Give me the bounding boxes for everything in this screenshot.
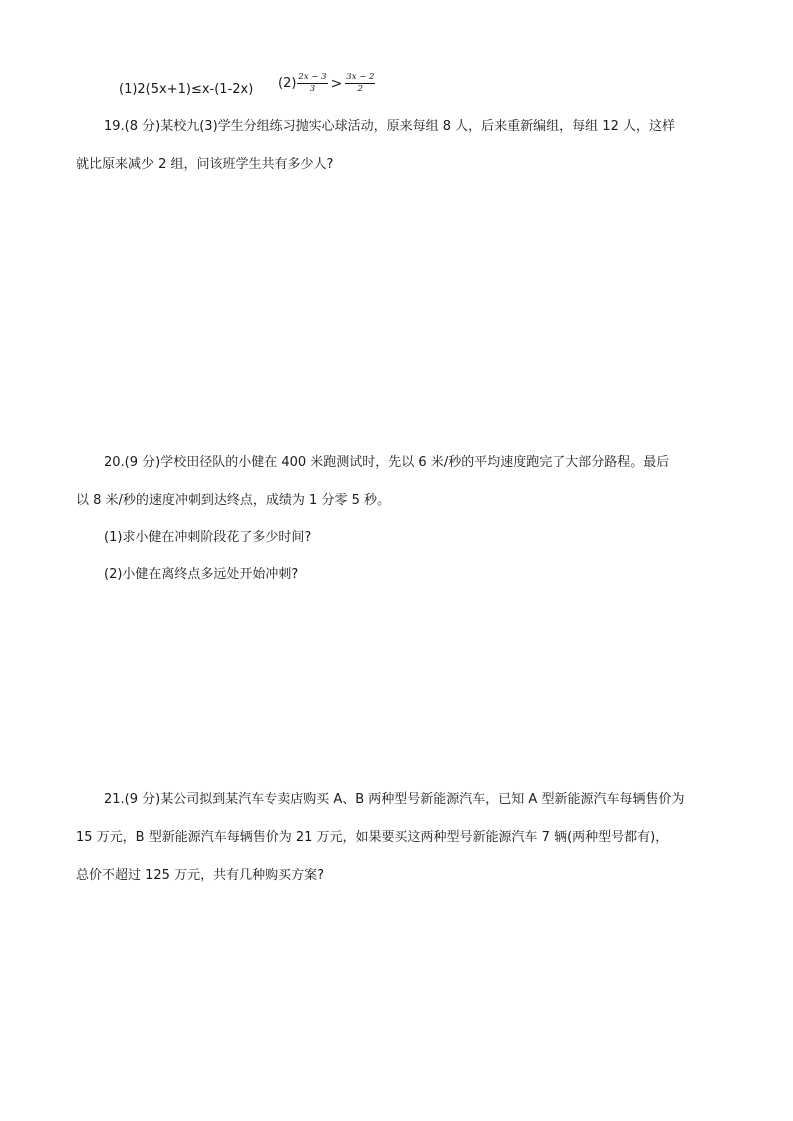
question-19-line-2: 就比原来减少 2 组，问该班学生共有多少人?	[76, 157, 334, 172]
question-21-line-1: 21.(9 分)某公司拟到某汽车专卖店购买 A、B 两种型号新能源汽车，已知 A 型新能源汽车每辆售价为	[104, 792, 685, 807]
question-20-sub-2: (2)小健在离终点多远处开始冲刺?	[104, 567, 299, 582]
inequality-2	[278, 72, 376, 95]
fraction-right	[345, 72, 375, 95]
question-19-line-1: 19.(8 分)某校九(3)学生分组练习抛实心球活动，原来每组 8 人，后来重新编组，每组 12 人，这样	[104, 119, 675, 134]
fraction-left	[297, 72, 327, 95]
inequality-2-label: (2)	[278, 75, 297, 91]
greater-than-sign: >	[330, 75, 343, 92]
question-20-sub-1: (1)求小健在冲刺阶段花了多少时间?	[104, 530, 312, 545]
question-21-line-3: 总价不超过 125 万元，共有几种购买方案?	[76, 868, 324, 883]
inequality-row	[0, 72, 793, 100]
question-20-line-2: 以 8 米/秒的速度冲刺到达终点，成绩为 1 分零 5 秒。	[76, 493, 390, 508]
fraction-left-numerator: 2x − 3	[298, 72, 327, 82]
question-20-line-1: 20.(9 分)学校田径队的小健在 400 米跑测试时，先以 6 米/秒的平均速度跑完了大部分路程。最后	[104, 455, 670, 470]
question-21-line-2: 15 万元，B 型新能源汽车每辆售价为 21 万元，如果要买这两种型号新能源汽车 7 辆(两种型号都有)，	[76, 830, 669, 845]
fraction-right-denominator: 2	[357, 84, 364, 94]
inequality-1: (1)2(5x+1)≤x-(1-2x)	[119, 82, 254, 97]
fraction-right-numerator: 3x − 2	[346, 72, 375, 82]
fraction-left-denominator: 3	[309, 84, 316, 94]
